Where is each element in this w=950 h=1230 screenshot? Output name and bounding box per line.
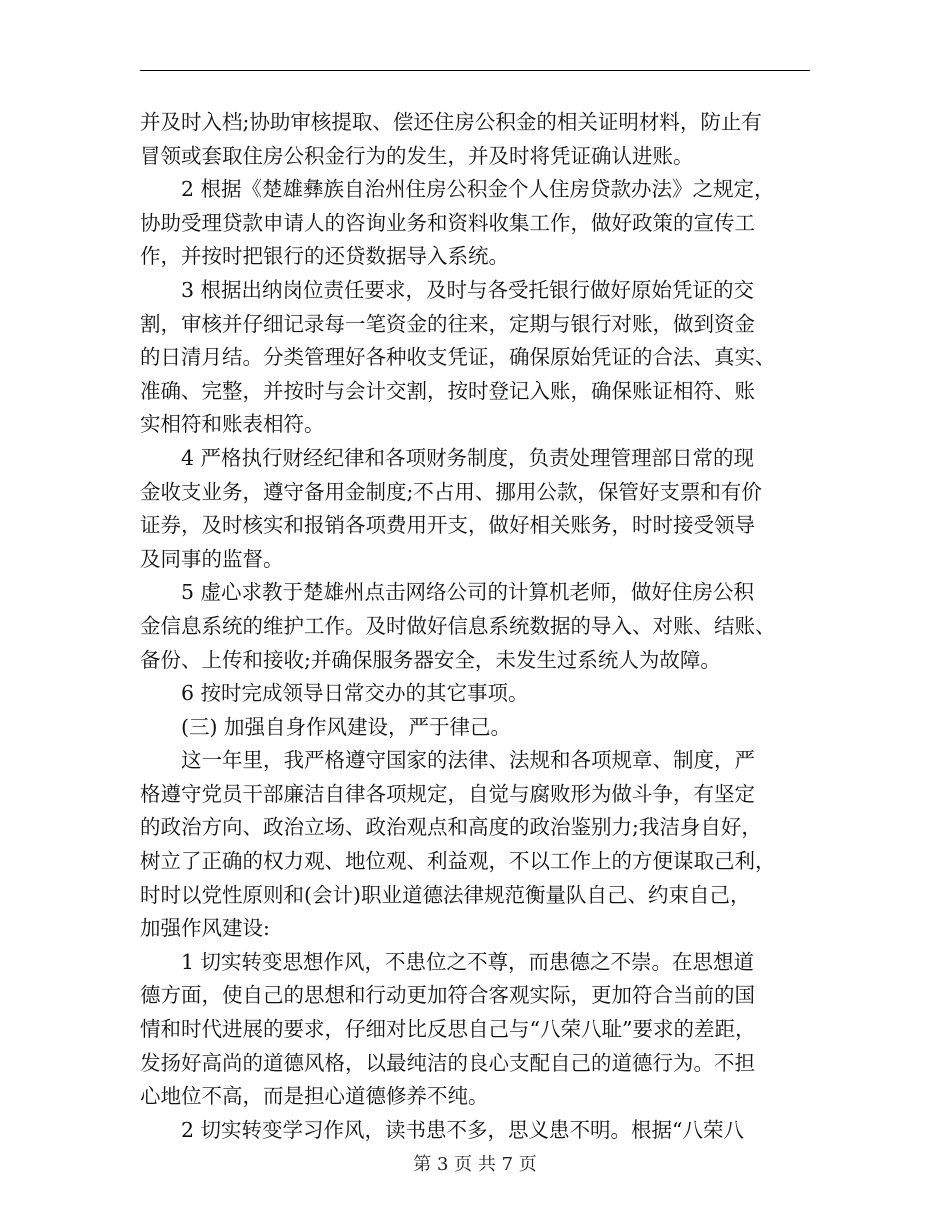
text-line: 证券，及时核实和报销各项费用开支，做好相关账务，时时接受领导 [140,513,755,538]
document-body [140,106,812,1147]
text-line: 5 虚心求教于楚雄州点击网络公司的计算机老师，做好住房公积 [181,580,755,605]
text-line: 2 根据《楚雄彝族自治州住房公积金个人住房贷款办法》之规定， [181,177,775,202]
text-line: 发扬好高尚的道德风格，以最纯洁的良心支配自己的道德行为。不担 [140,1050,755,1075]
paragraph [140,442,812,576]
text-line: 备份、上传和接收;并确保服务器安全，未发生过系统人为故障。 [140,647,721,672]
text-line: 割，审核并仔细记录每一笔资金的往来，定期与银行对账，做到资金 [140,311,755,336]
text-line: 金收支业务，遵守备用金制度;不占用、挪用公款，保管好支票和有价 [140,479,762,504]
page-footer: 第 3 页 共 7 页 [413,1154,537,1175]
text-line: 并及时入档;协助审核提取、偿还住房公积金的相关证明材料，防止有 [140,110,762,134]
paragraph [140,274,812,442]
text-line: 3 根据出纳岗位责任要求，及时与各受托银行做好原始凭证的交 [181,277,755,302]
text-line: 4 严格执行财经纪律和各项财务制度，负责处理管理部日常的现 [181,445,755,470]
text-line: 2 切实转变学习作风，读书患不多，思义患不明。根据“八荣八 [181,1117,745,1142]
text-line: 这一年里，我严格遵守国家的法律、法规和各项规章、制度，严 [181,748,755,773]
paragraph [140,946,812,1114]
text-line: 1 切实转变思想作风，不患位之不尊，而患德之不崇。在思想道 [181,949,755,974]
text-line: 树立了正确的权力观、地位观、利益观，不以工作上的方便谋取己利， [140,849,776,874]
header-rule [140,70,810,71]
text-line: 6 按时完成领导日常交办的其它事项。 [181,681,529,706]
paragraph [140,711,812,745]
text-line: 德方面，使自己的思想和行动更加符合客观实际，更加符合当前的国 [140,983,755,1008]
text-line: 协助受理贷款申请人的咨询业务和资料收集工作，做好政策的宣传工 [140,210,755,235]
paragraph [140,173,812,274]
text-line: 实相符和账表相符。 [140,412,325,437]
text-line: 作，并按时把银行的还贷数据导入系统。 [140,244,509,269]
paragraph [140,677,812,711]
paragraph [140,106,812,173]
text-line: 的日清月结。分类管理好各种收支凭证，确保原始凭证的合法、真实、 [140,345,776,370]
text-line: 心地位不高，而是担心道德修养不纯。 [140,1084,489,1109]
text-line: 情和时代进展的要求，仔细对比反思自己与“八荣八耻”要求的差距， [140,1017,756,1042]
text-line: 准确、完整，并按时与会计交割，按时登记入账，确保账证相符、账 [140,378,755,403]
text-line: (三) 加强自身作风建设，严于律己。 [181,714,512,739]
text-line: 的政治方向、政治立场、政治观点和高度的政治鉴别力;我洁身自好， [140,815,762,840]
paragraph [140,744,812,946]
paragraph [140,1114,812,1148]
text-line: 冒领或套取住房公积金行为的发生，并及时将凭证确认进账。 [140,143,694,168]
text-line: 时时以党性原则和(会计)职业道德法律规范衡量队自己、约束自己， [140,882,751,907]
paragraph [140,576,812,677]
text-line: 格遵守党员干部廉洁自律各项规定，自觉与腐败形为做斗争，有坚定 [140,781,755,806]
text-line: 金信息系统的维护工作。及时做好信息系统数据的导入、对账、结账、 [140,613,776,638]
text-line: 及同事的监督。 [140,546,284,571]
text-line: 加强作风建设: [140,916,270,941]
